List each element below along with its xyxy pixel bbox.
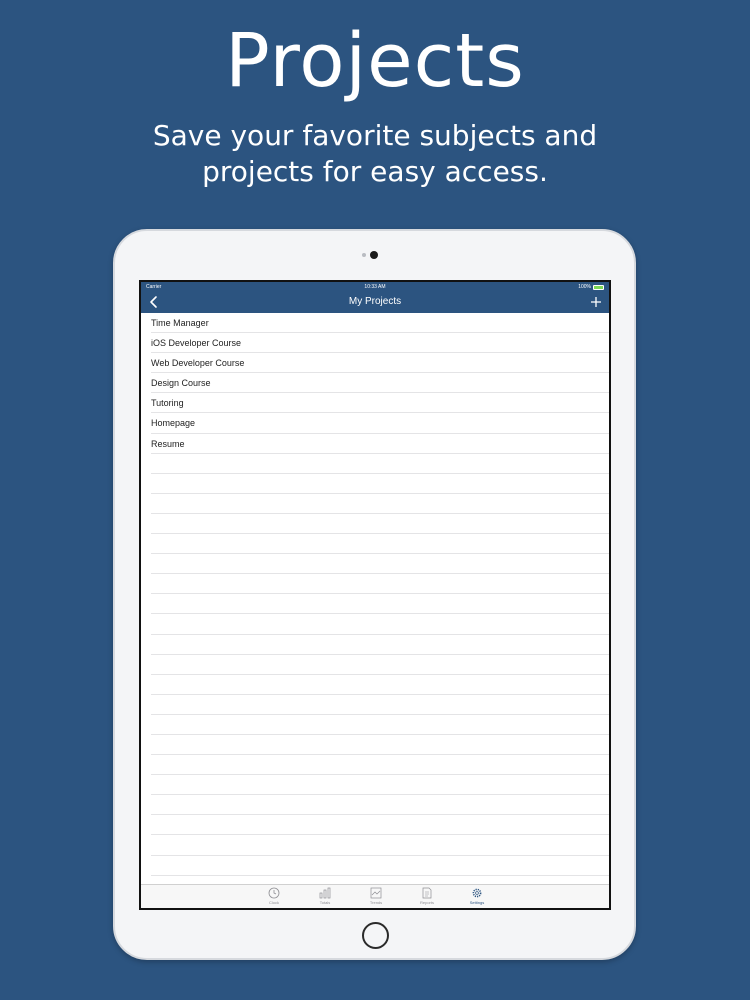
tab-trends-label: Trends bbox=[369, 900, 383, 905]
empty-row bbox=[151, 554, 609, 574]
empty-row bbox=[151, 594, 609, 614]
trend-icon bbox=[370, 887, 382, 899]
tab-reports-label: Reports bbox=[419, 900, 434, 905]
empty-row bbox=[151, 775, 609, 795]
clock-icon bbox=[268, 887, 280, 899]
status-time: 10:33 AM bbox=[364, 284, 386, 290]
tab-settings-label: Settings bbox=[469, 900, 485, 905]
battery-icon bbox=[593, 285, 604, 290]
empty-row bbox=[151, 474, 609, 494]
empty-row bbox=[151, 614, 609, 634]
tab-settings[interactable] bbox=[457, 886, 497, 908]
empty-row bbox=[151, 494, 609, 514]
empty-row bbox=[151, 675, 609, 695]
add-project-button[interactable] bbox=[589, 295, 603, 309]
project-row[interactable]: Time Manager bbox=[151, 313, 609, 333]
tab-reports[interactable] bbox=[407, 886, 447, 908]
camera-dot bbox=[370, 251, 378, 259]
status-bar bbox=[141, 282, 609, 292]
project-list bbox=[141, 313, 609, 886]
sensor-dot bbox=[362, 253, 366, 257]
empty-row bbox=[151, 795, 609, 815]
subtitle bbox=[0, 118, 750, 190]
navigation-bar bbox=[141, 292, 609, 313]
project-row[interactable]: Resume bbox=[151, 434, 609, 454]
subtitle-line-2: projects for easy access. bbox=[202, 155, 548, 188]
document-icon bbox=[421, 887, 433, 899]
empty-row bbox=[151, 655, 609, 675]
empty-row bbox=[151, 755, 609, 775]
home-button[interactable] bbox=[362, 922, 389, 949]
empty-row bbox=[151, 534, 609, 554]
empty-row bbox=[151, 715, 609, 735]
empty-row bbox=[151, 574, 609, 594]
subtitle-line-1: Save your favorite subjects and bbox=[152, 119, 598, 152]
tab-bar bbox=[141, 884, 609, 908]
empty-row bbox=[151, 695, 609, 715]
empty-row bbox=[151, 856, 609, 876]
project-row[interactable]: Tutoring bbox=[151, 393, 609, 413]
bar-chart-icon bbox=[319, 887, 331, 899]
empty-row bbox=[151, 815, 609, 835]
tab-totals[interactable] bbox=[305, 886, 345, 908]
empty-row bbox=[151, 835, 609, 855]
project-row[interactable]: iOS Developer Course bbox=[151, 333, 609, 353]
battery-percent: 100% bbox=[578, 284, 591, 290]
plus-icon bbox=[589, 295, 603, 309]
tab-totals-label: Totals bbox=[319, 900, 331, 905]
carrier-label: Carrier bbox=[146, 284, 162, 290]
empty-row bbox=[151, 514, 609, 534]
project-row[interactable]: Homepage bbox=[151, 413, 609, 433]
tab-trends[interactable] bbox=[356, 886, 396, 908]
empty-row bbox=[151, 454, 609, 474]
headline: Projects bbox=[225, 18, 525, 104]
empty-row bbox=[151, 635, 609, 655]
gear-icon bbox=[471, 887, 483, 899]
project-row[interactable]: Design Course bbox=[151, 373, 609, 393]
ipad-screen bbox=[139, 280, 611, 910]
tab-clock-label: Clock bbox=[268, 900, 279, 905]
empty-row bbox=[151, 735, 609, 755]
tab-clock[interactable] bbox=[254, 886, 294, 908]
project-row[interactable]: Web Developer Course bbox=[151, 353, 609, 373]
nav-title: My Projects bbox=[348, 296, 402, 307]
